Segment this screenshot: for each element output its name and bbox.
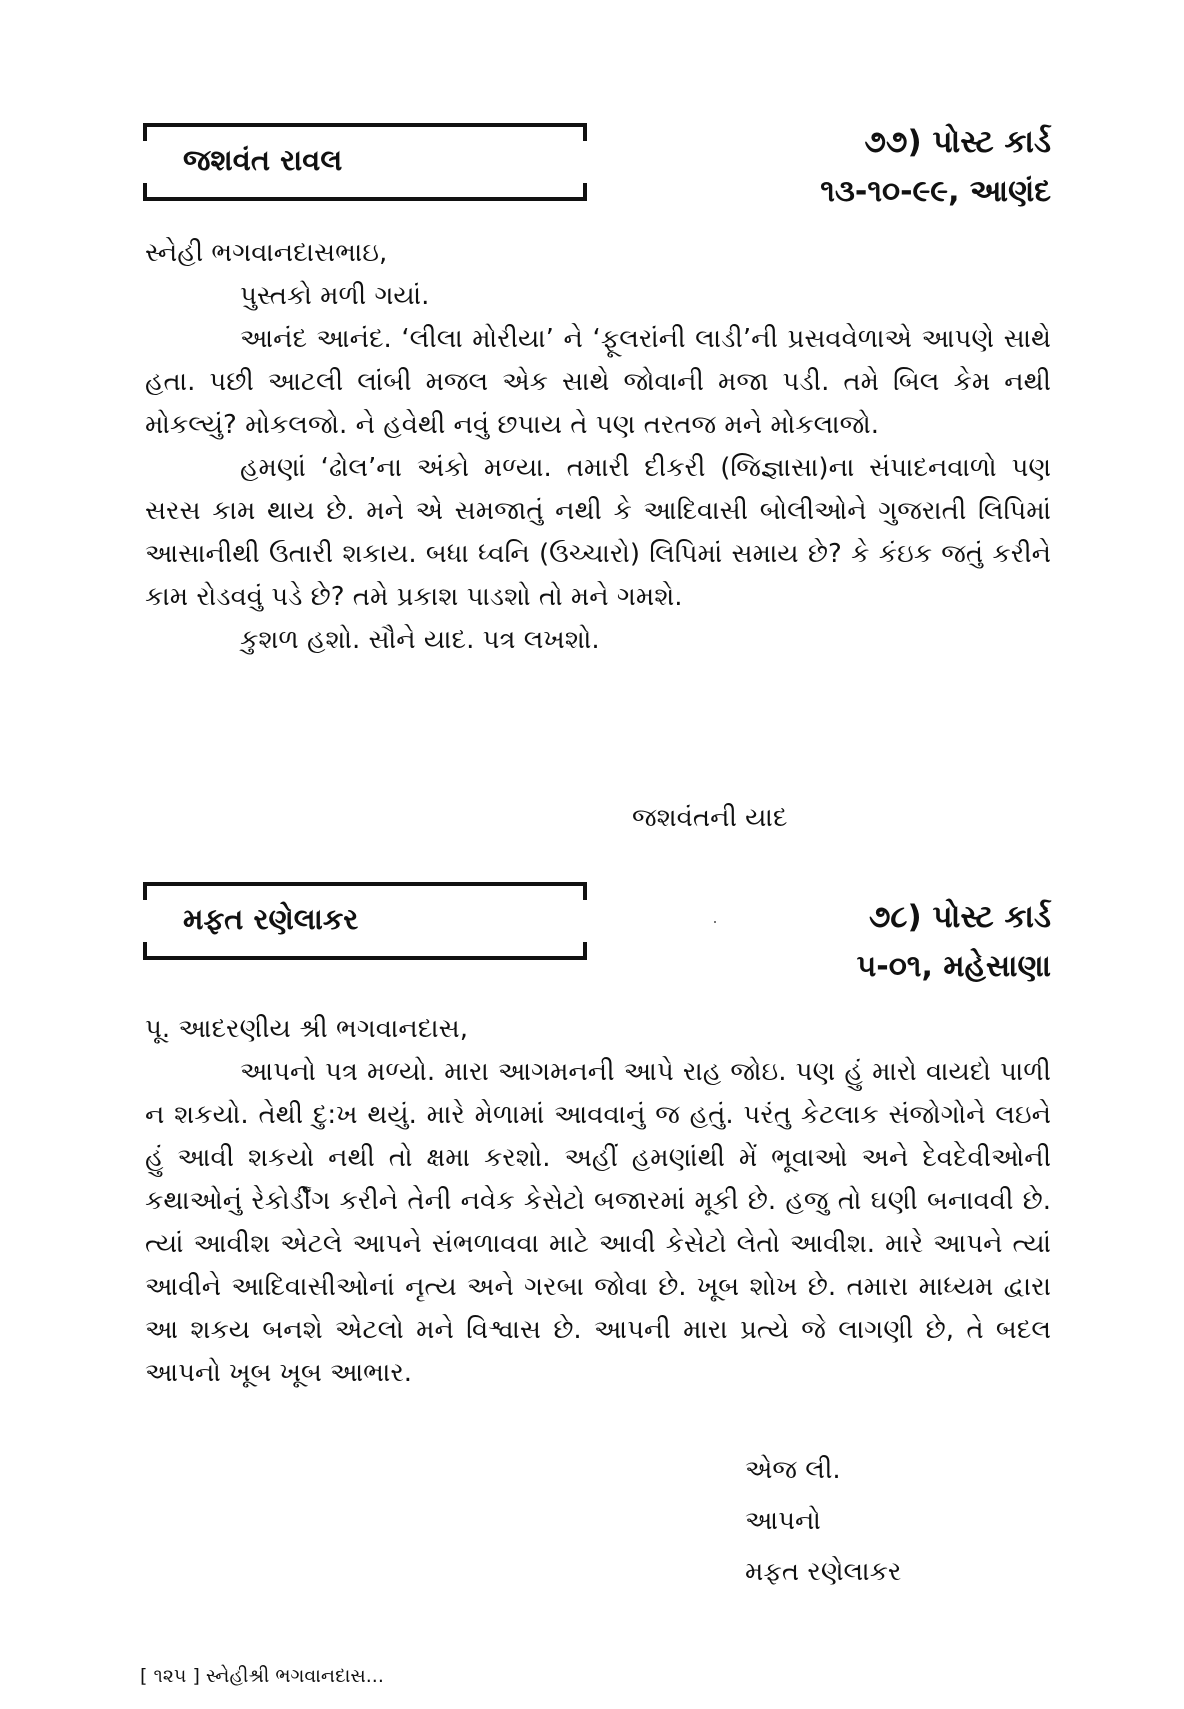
closing-signature: મફત રણેલાકર (745, 1557, 902, 1587)
letter-header-info (820, 118, 1051, 218)
salutation: પૂ. આદરણીય શ્રી ભગવાનદાસ, (145, 1014, 468, 1044)
letter-number: ૭૮) પોસ્ટ કાર્ડ (868, 899, 1051, 935)
closing-block (745, 1445, 901, 1598)
letter-body (145, 1008, 1051, 1395)
sender-name: જશવંત રાવલ (183, 143, 343, 177)
paragraph: હમણાં ‘ઢોલ’ના અંકો મળ્યા. તમારી દીકરી (જિજ્ઞાસા)ના સંપાદનવાળો પણ સરસ કામ થાય છે. મને એ સમજાતું નથી કે આદિવાસી બોલીઓને ગુજરાતી લિપિમાં આસાનીથી ઉતારી શકાય. બધા ધ્વનિ (ઉચ્ચારો) લિપિમાં સમાય છે? કે કંઇક જતું કરીને કામ રોડવવું પડે છે? તમે પ્રકાશ પાડશો તો મને ગમશે. (145, 453, 1051, 612)
print-speck (714, 921, 716, 923)
letter-number: ૭૭) પોસ્ટ કાર્ડ (864, 124, 1051, 160)
letter-date-place: ૫-૦૧, મહેસાણા (856, 949, 1051, 984)
page-footer: [ ૧૨૫ ] સ્નેહીશ્રી ભગવાનદાસ... (140, 1665, 384, 1687)
sender-name: મફત રણેલાકર (183, 902, 359, 936)
signature: જશવંતની યાદ (632, 803, 788, 833)
paragraph: આપનો પત્ર મળ્યો. મારા આગમનની આપે રાહ જોઇ. પણ હું મારો વાયદો પાળી ન શકયો. તેથી દુ:ખ થયું. મારે મેળામાં આવવાનું જ હતું. પરંતુ કેટલાક સંજોગોને લઇને હું આવી શકયો નથી તો ક્ષમા કરશો. અહીં હમણાંથી મેં ભૂવાઓ અને દેવદેવીઓની કથાઓનું રેકોર્ડીંગ કરીને તેની નવેક કેસેટો બજારમાં મૂકી છે. હજુ તો ઘણી બનાવવી છે. ત્યાં આવીશ એટલે આપને સંભળાવવા માટે આવી કેસેટો લેતો આવીશ. મારે આપને ત્યાં આવીને આદિવાસીઓનાં નૃત્ય અને ગરબા જોવા છે. ખૂબ શોખ છે. તમારા માધ્યમ દ્વારા આ શકય બનશે એટલો મને વિશ્વાસ છે. આપની મારા પ્રત્યે જે લાગણી છે, તે બદલ આપનો ખૂબ ખૂબ આભાર. (145, 1057, 1051, 1388)
closing-line: એજ લી. (745, 1455, 841, 1485)
closing-line: આપનો (745, 1506, 821, 1536)
letter-date-place: ૧૩-૧૦-૯૯, આણંદ (820, 174, 1051, 209)
paragraph: પુસ્તકો મળી ગયાં. (240, 281, 430, 311)
sender-name-box (143, 123, 587, 201)
paragraph: કુશળ હશો. સૌને યાદ. પત્ર લખશો. (240, 625, 600, 655)
letter-header-info (857, 893, 1051, 993)
sender-name-box (143, 882, 587, 960)
salutation: સ્નેહી ભગવાનદાસભાઇ, (145, 238, 388, 268)
paragraph: આનંદ આનંદ. ‘લીલા મોરીયા’ ને ‘ફૂલરાંની લાડી’ની પ્રસવવેળાએ આપણે સાથે હતા. પછી આટલી લાંબી મજલ એક સાથે જોવાની મજા પડી. તમે બિલ કેમ નથી મોકલ્યું? મોકલજો. ને હવેથી નવું છપાય તે પણ તરતજ મને મોકલાજો. (145, 324, 1051, 440)
letter-body (145, 232, 1051, 662)
